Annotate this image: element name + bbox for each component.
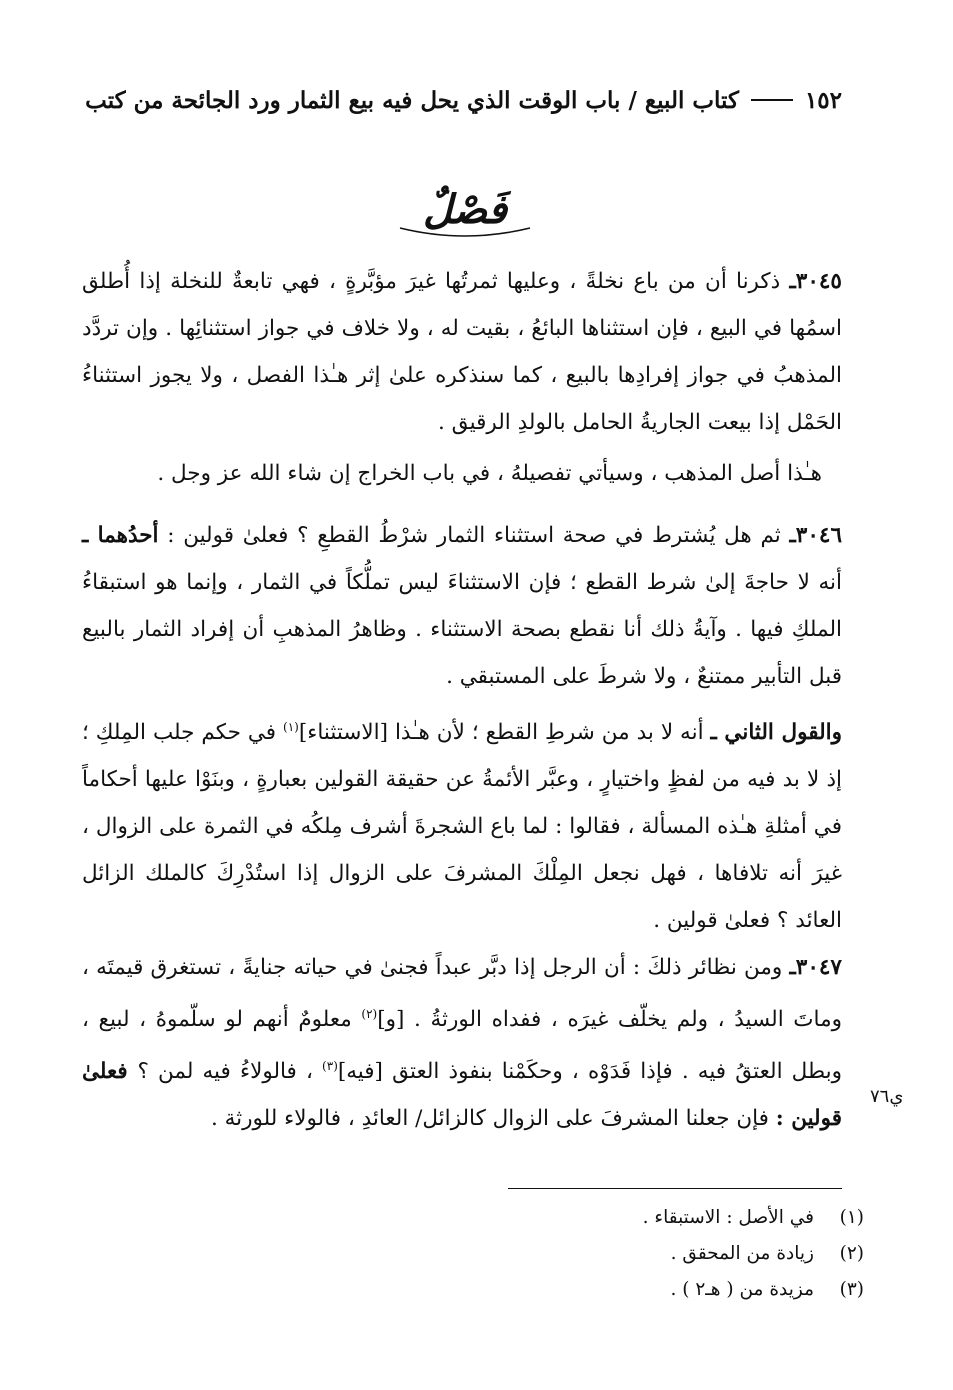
paragraph-3045 <box>82 258 842 446</box>
paragraph-text: ومن نظائر ذلكَ : أن الرجل إذا دبَّر عبداً فجنىٰ في حياته جنايةً ، تستغرق قيمتَه ، وماتَ السيدُ ، ولم يخلّف غيرَه ، ففداه الورثةُ . [و] <box>82 955 842 1033</box>
header-rule <box>751 99 793 101</box>
paragraph-text: ثم هل يُشترط في صحة استثناء الثمار شرْطُ القطعِ ؟ فعلىٰ قولين : <box>167 523 781 548</box>
paragraph-text: في حكم جلب المِلكِ ؛ إذ لا بد فيه من لفظٍ واختيارٍ ، وعبَّر الأئمةُ عن حقيقة القولين بعبارةٍ ، وبنَوْا عليها أحكاماً في أمثلةِ هـٰذه المسألة ، فقالوا : لما باع الشجرةَ أشرف مِلكُه في الثمرة على الزوال ، غيرَ أنه تلافاها ، فهل نجعل المِلْكَ المشرفَ على الزوال إذا استُدْرِكَ كالملك الزائل العائد ؟ فعلىٰ قولين . <box>82 720 842 934</box>
paragraph-text: هـٰذا أصل المذهب ، وسيأتي تفصيلهُ ، في باب الخراج إن شاء الله عز وجل . <box>157 461 822 486</box>
paragraph-text: فإن جعلنا المشرفَ على الزوال كالزائل/ العائدِ ، فالولاء للورثة . <box>210 1106 776 1132</box>
footnote-mark: (١) <box>839 1207 864 1228</box>
footnote-divider <box>508 1188 842 1189</box>
footnote-ref: (٣) <box>322 1059 338 1074</box>
running-header <box>82 78 842 122</box>
paragraph-3046 <box>82 512 842 700</box>
page-number: ١٥٢ <box>804 86 842 114</box>
paragraph-second-opinion <box>82 704 842 944</box>
paragraph-number: ٣٠٤٥ـ <box>789 269 842 294</box>
paragraph-text: ، فالولاءُ فيه لمن ؟ <box>137 1059 323 1085</box>
paragraph-text: أنه لا حاجةَ إلىٰ شرط القطع ؛ فإن الاستثناءَ ليس تملُّكاً في الثمار ، وإنما هو استبقاءُ الملكِ فيها . وآيةُ ذلك أنا نقطع بصحة الاستثناء . وظاهرُ المذهبِ أن إفراد الثمار بالبيع قبل التأبير ممتنعٌ ، ولا شرطَ على المستبقي . <box>82 570 842 689</box>
two-opinions-label: فعلىٰ قولين : <box>82 1059 842 1132</box>
paragraph-text: معلومٌ أنهم لو سلّموهُ ، لبيع ، وبطل العتقُ فيه . فإذا فَدَوْه ، وحكَمْنا بنفوذ العتق [فيه] <box>82 1007 842 1085</box>
section-title: فَصْلٌ <box>422 186 508 233</box>
footnote-text: في الأصل : الاستبقاء . <box>642 1207 814 1228</box>
paragraph-number: ٣٠٤٧ـ <box>789 955 842 980</box>
second-opinion-label: والقول الثاني ـ <box>710 720 843 746</box>
first-opinion-label: أحدُهما ـ <box>82 523 159 548</box>
footnote <box>508 1236 864 1272</box>
paragraph-3047 <box>82 944 842 1142</box>
paragraph-number: ٣٠٤٦ـ <box>789 523 842 548</box>
footnote <box>508 1272 864 1308</box>
paragraph-text: أنه لا بد من شرطِ القطع ؛ لأن هـٰذا [الاستثناء] <box>298 720 704 746</box>
footnote-mark: (٢) <box>839 1243 864 1264</box>
footnote-text: زيادة من المحقق . <box>670 1243 814 1264</box>
running-title: كتاب البيع / باب الوقت الذي يحل فيه بيع الثمار ورد الجائحة من كتب <box>85 86 739 114</box>
margin-folio-note: ي٧٦ <box>870 1086 904 1107</box>
footnotes <box>508 1200 864 1308</box>
paragraph-continuation <box>82 450 842 497</box>
paragraph-text: ذكرنا أن من باع نخلةً ، وعليها ثمرتُها غيرَ مؤبَّرةٍ ، فهي تابعةٌ للنخلة إذا أُطلق اسمُها في البيع ، فإن استثناها البائعُ ، بقيت له ، ولا خلاف في جواز استثنائِها . وإن تردَّد المذهبُ في جواز إفرادِها بالبيع ، كما سنذكره علىٰ إثر هـٰذا الفصل ، ولا يجوز استثناءُ الحَمْل إذا بيعت الجاريةُ الحامل بالولدِ الرقيق . <box>82 269 842 435</box>
footnote-ref: (٢) <box>361 1007 378 1021</box>
footnote-ref: (١) <box>283 720 299 734</box>
footnote <box>508 1200 864 1236</box>
footnote-text: مزيدة من ( هـ٢ ) . <box>670 1279 814 1300</box>
footnote-mark: (٣) <box>839 1279 864 1300</box>
